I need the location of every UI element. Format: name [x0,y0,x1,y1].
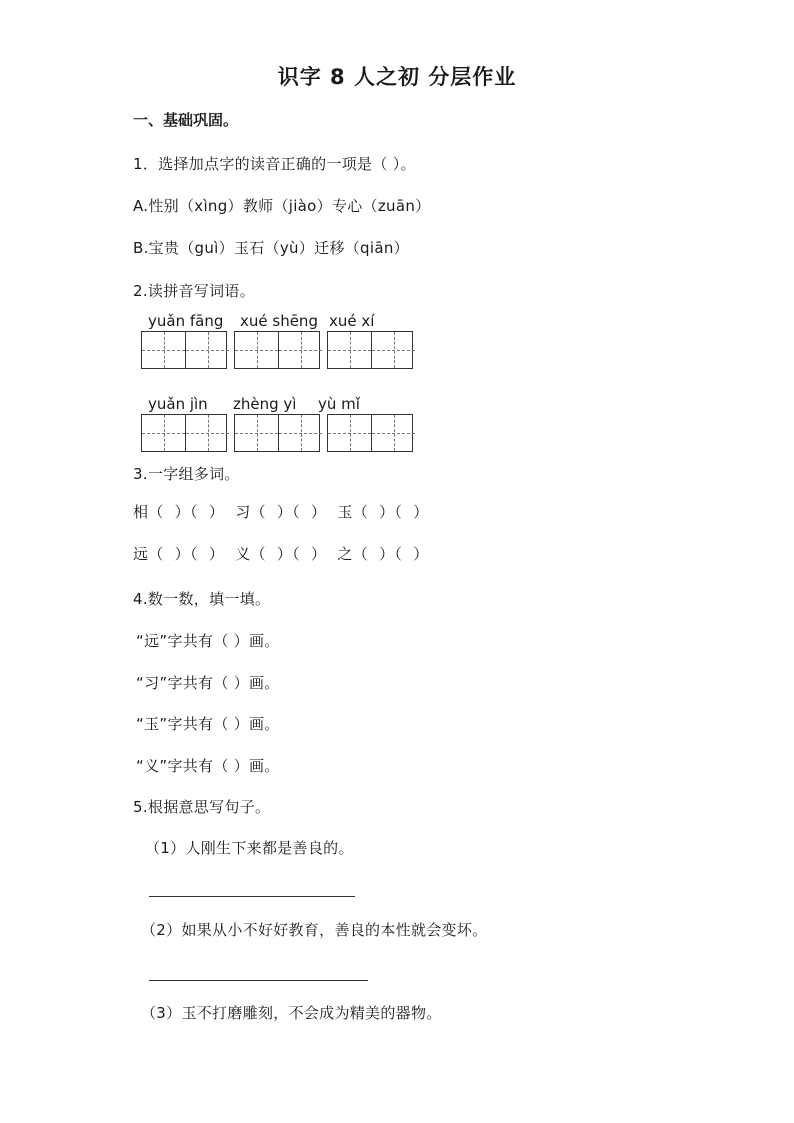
q3-stem: 3.一字组多词。 [133,465,240,483]
grid-cell[interactable] [278,332,322,368]
q5-stem: 5.根据意思写句子。 [133,798,271,816]
grid-cell[interactable] [235,332,278,368]
pinyin-label: yuǎn jìn [148,395,208,413]
pinyin-label: yuǎn fāng [148,312,224,330]
grid-cell[interactable] [328,415,371,451]
q5-item: （3）玉不打磨雕刻，不会成为精美的器物。 [141,1004,442,1022]
writing-grid[interactable] [234,414,320,452]
q1-stem: 1．选择加点字的读音正确的一项是（ ）。 [133,155,416,173]
pinyin-label: xué xí [329,312,375,330]
writing-grid[interactable] [141,414,227,452]
grid-cell[interactable] [185,415,229,451]
q2-stem: 2.读拼音写词语。 [133,282,256,300]
grid-cell[interactable] [185,332,229,368]
grid-cell[interactable] [371,415,415,451]
q4-stem: 4.数一数，填一填。 [133,590,271,608]
q1-option-b: B.宝贵（guì）玉石（yù）迁移（qiān） [133,239,409,257]
page-title: 识字 8 人之初 分层作业 [277,65,517,89]
q3-line-2: 远（ ）（ ） 义（ ）（ ） 之（ ）（ ） [133,545,429,563]
writing-grid[interactable] [234,331,320,369]
pinyin-label: yù mǐ [318,395,360,413]
grid-cell[interactable] [142,415,185,451]
section-heading-basics: 一、基础巩固。 [133,111,239,129]
grid-cell[interactable] [235,415,278,451]
writing-grid[interactable] [327,331,413,369]
q1-option-a: A.性别（xìng）教师（jiào）专心（zuān） [133,197,431,215]
q4-item: “习”字共有（ ）画。 [136,674,280,692]
writing-grid[interactable] [327,414,413,452]
q5-item: （1）人刚生下来都是善良的。 [145,839,354,857]
grid-cell[interactable] [328,332,371,368]
answer-line[interactable] [149,980,368,981]
q4-item: “远”字共有（ ）画。 [136,632,280,650]
q5-item: （2）如果从小不好好教育，善良的本性就会变坏。 [141,921,488,939]
answer-line[interactable] [149,896,355,897]
grid-cell[interactable] [371,332,415,368]
grid-cell[interactable] [278,415,322,451]
writing-grid[interactable] [141,331,227,369]
pinyin-label: zhèng yì [233,395,297,413]
grid-cell[interactable] [142,332,185,368]
pinyin-label: xué shēng [240,312,318,330]
q4-item: “玉”字共有（ ）画。 [136,715,280,733]
q3-line-1: 相（ ）（ ） 习（ ）（ ） 玉（ ）（ ） [133,503,429,521]
q4-item: “义”字共有（ ）画。 [136,757,280,775]
